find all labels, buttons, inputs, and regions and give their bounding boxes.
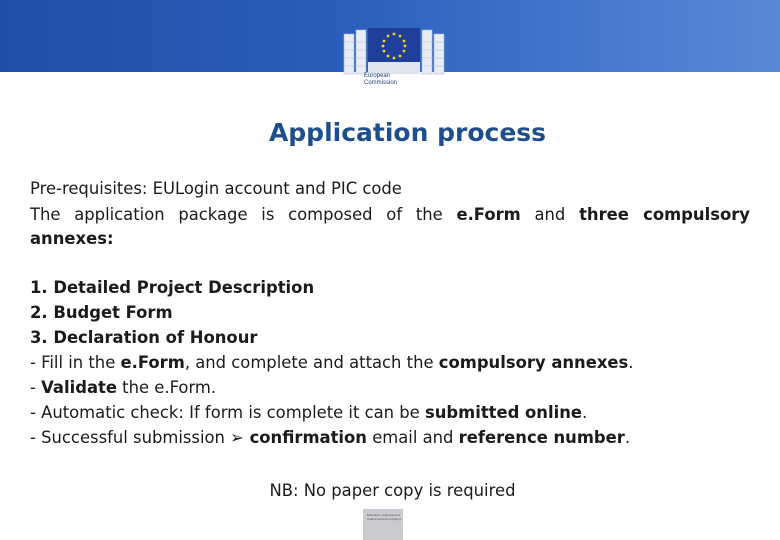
package-prefix: The application package is composed of the (30, 205, 443, 224)
header-banner (0, 0, 780, 100)
step-validate (30, 378, 216, 398)
eform-bold: e.Form (456, 205, 521, 224)
numbered-item: 2. Budget Form (30, 303, 173, 322)
agency-logo-text: Education, Audiovisual & Culture Executive Agency (367, 513, 402, 521)
step-text: . (582, 403, 588, 422)
step-automatic-check (30, 403, 587, 423)
step-text: - Fill in the (30, 353, 121, 372)
and-word: and (534, 205, 566, 224)
step-bold: Validate (41, 378, 117, 397)
prerequisites-text: Pre-requisites: EULogin account and PIC code (30, 179, 402, 198)
step-text: - Automatic check: If form is complete it can be (30, 403, 425, 422)
step-text: , and complete and attach the (184, 353, 439, 372)
package-line (30, 205, 750, 225)
logo-text (364, 73, 397, 87)
step-submission (30, 428, 630, 448)
step-text: email and (366, 428, 459, 447)
step-text: . (628, 353, 634, 372)
page-title: Application process (268, 118, 547, 147)
arrow-icon: ➢ (230, 428, 244, 447)
numbered-item: 1. Detailed Project Description (30, 278, 315, 297)
step-fill-in (30, 353, 634, 373)
annexes-label: annexes: (30, 229, 114, 248)
logo-text-line-1: European (364, 73, 391, 79)
agency-logo (363, 509, 403, 540)
step-bold: compulsory annexes (438, 353, 629, 372)
numbered-item: 3. Declaration of Honour (30, 328, 258, 347)
step-text: - Successful submission (30, 428, 231, 447)
step-bold: confirmation (243, 428, 367, 447)
logo-text-line-2: Commission (364, 80, 398, 86)
step-text: the e.Form. (116, 378, 217, 397)
step-bold: submitted online (424, 403, 583, 422)
step-text: - (30, 378, 42, 397)
nb-note: NB: No paper copy is required (269, 481, 516, 500)
step-text: . (624, 428, 631, 447)
three-compulsory-bold: three compulsory (579, 205, 750, 224)
step-bold: e.Form (120, 353, 185, 372)
step-bold: reference number (458, 428, 625, 447)
